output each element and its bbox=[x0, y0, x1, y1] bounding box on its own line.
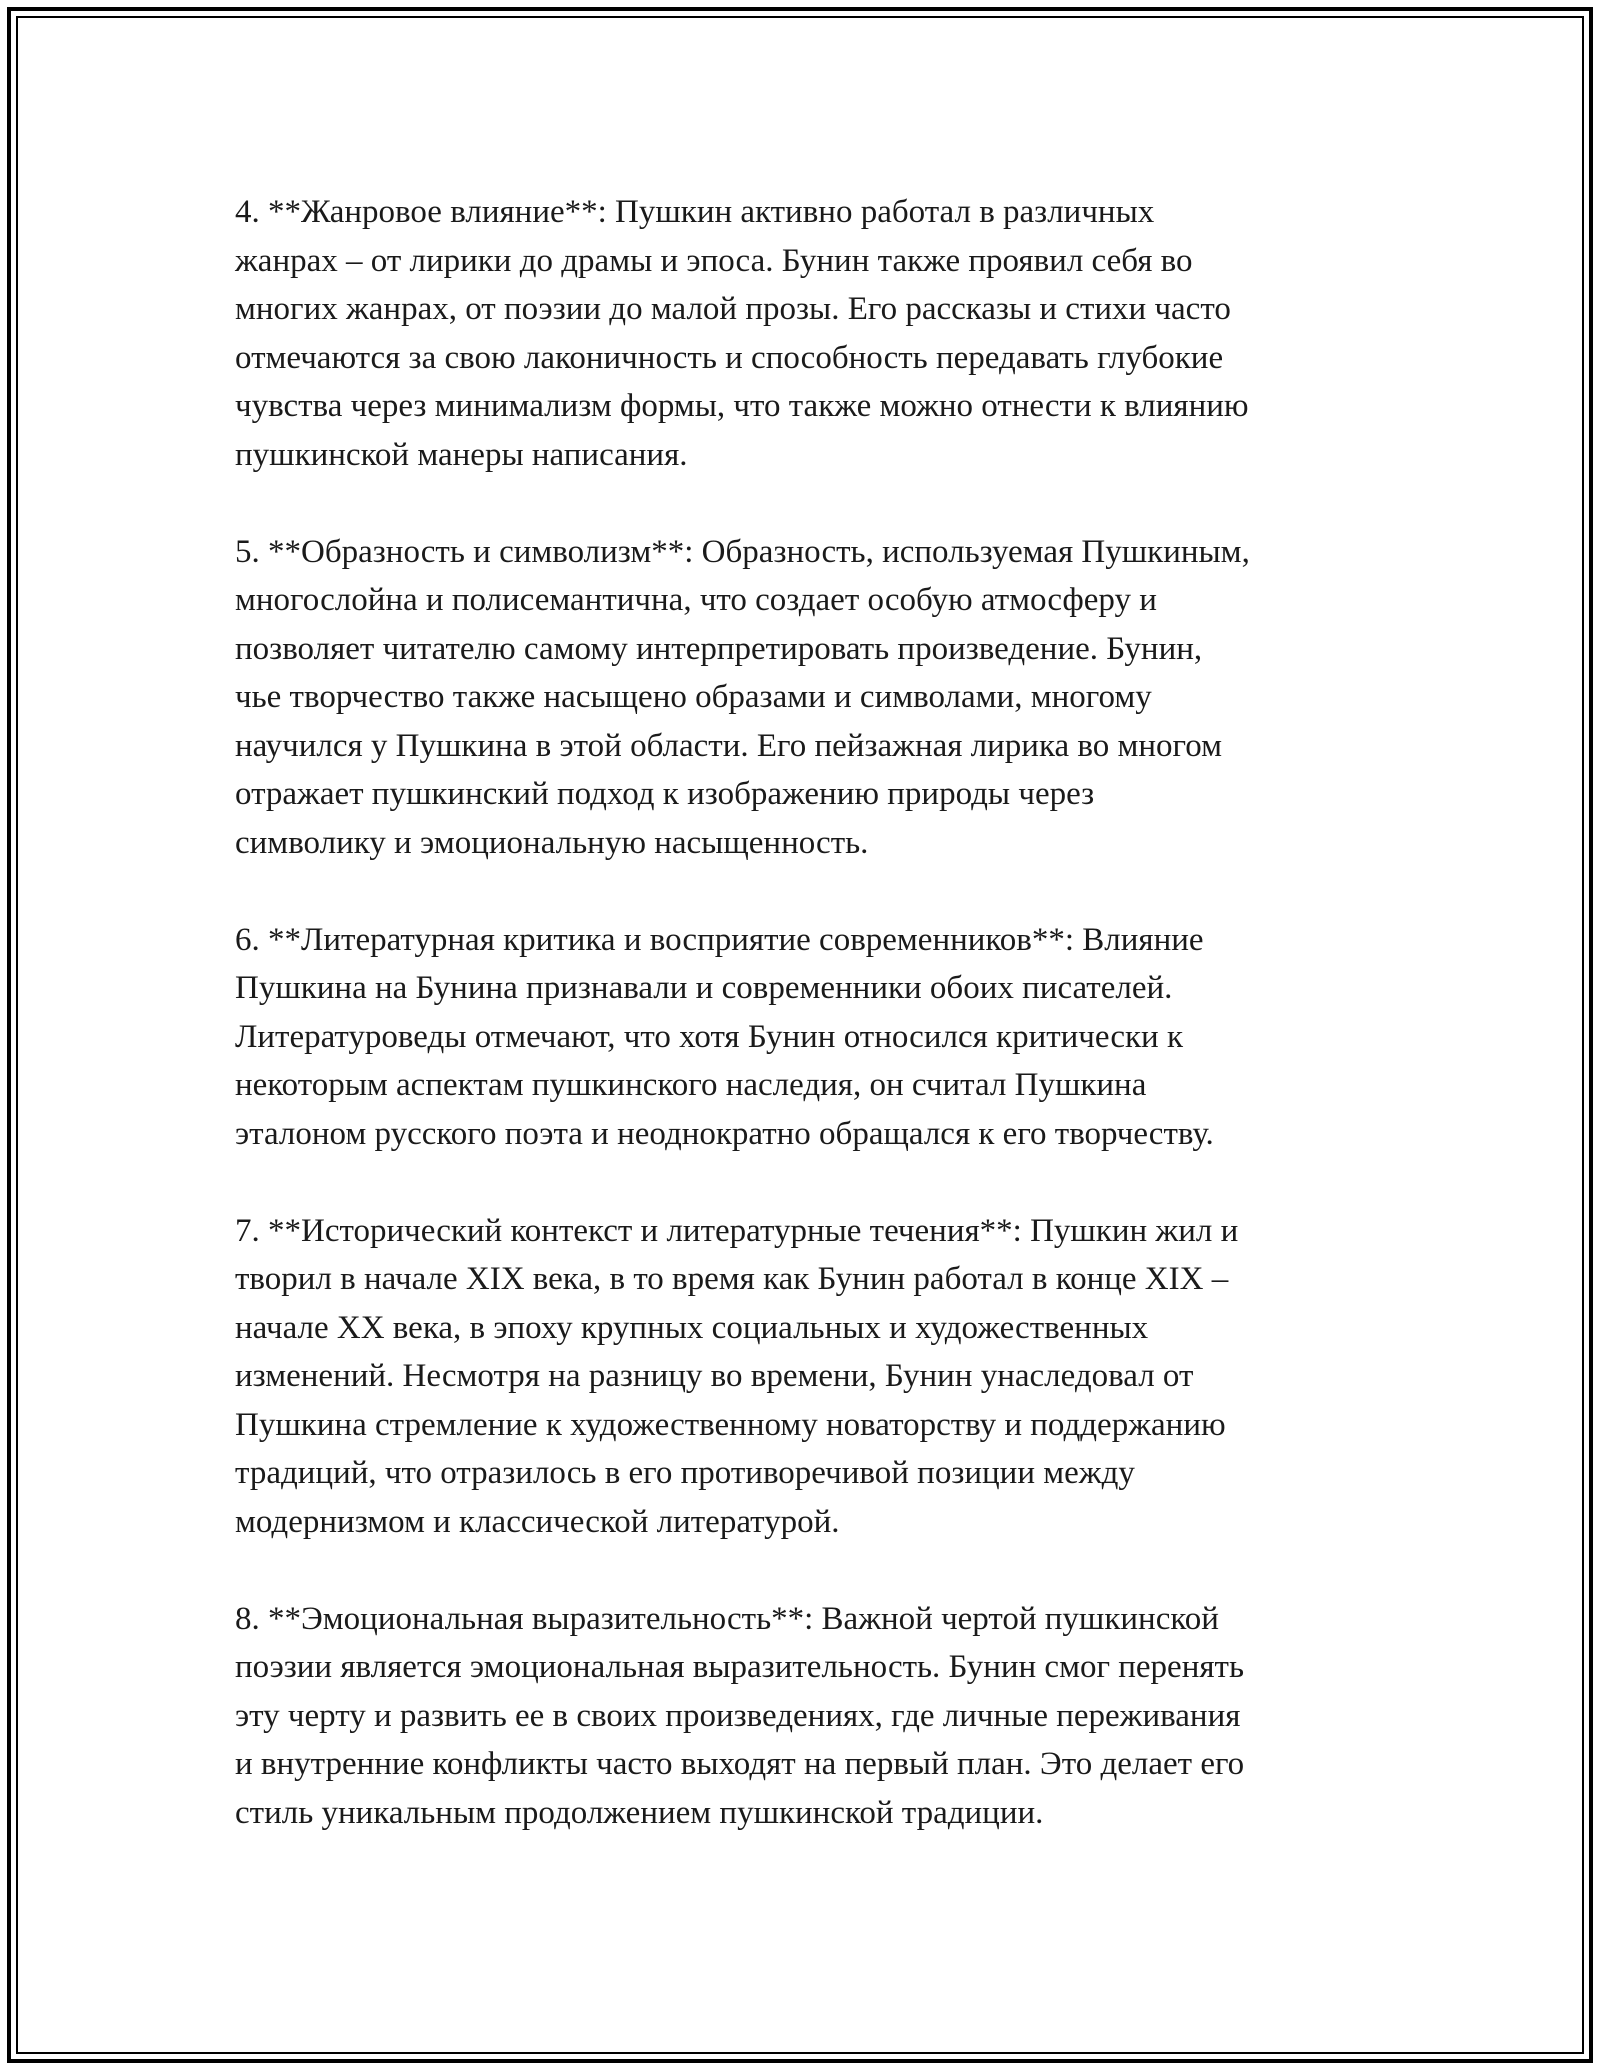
text-line: 6. **Литературная критика и восприятие современников**: Влияние bbox=[235, 921, 1204, 958]
text-line: традиций, что отразилось в его противоречивой позиции между bbox=[235, 1455, 1135, 1491]
text-line: модернизмом и классической литературой. bbox=[235, 1503, 840, 1540]
text-line: жанрах – от лирики до драмы и эпоса. Бунин также проявил себя во bbox=[235, 242, 1193, 279]
paragraph-8 bbox=[235, 1595, 1375, 1838]
text-line: многослойна и полисемантична, что создает особую атмосферу и bbox=[235, 582, 1157, 618]
text-line: чувства через минимализм формы, что также можно отнести к влиянию bbox=[235, 388, 1249, 424]
paragraph-4 bbox=[235, 188, 1375, 479]
text-line: научился у Пушкина в этой области. Его пейзажная лирика во многом bbox=[235, 727, 1223, 764]
text-line: отмечаются за свою лаконичность и способность передавать глубокие bbox=[235, 339, 1224, 376]
text-line: Пушкина на Бунина признавали и современники обоих писателей. bbox=[235, 970, 1173, 1006]
text-line: стиль уникальным продолжением пушкинской традиции. bbox=[235, 1794, 1044, 1831]
paragraph-5 bbox=[235, 528, 1375, 868]
text-line: чье творчество также насыщено образами и символами, многому bbox=[235, 679, 1152, 715]
text-line: Пушкина стремление к художественному новаторству и поддержанию bbox=[235, 1406, 1226, 1443]
text-line: эту черту и развить ее в своих произведениях, где личные переживания bbox=[235, 1697, 1241, 1734]
text-line: символику и эмоциональную насыщенность. bbox=[235, 824, 869, 861]
text-line: творил в начале XIX века, в то время как Бунин работал в конце XIX – bbox=[235, 1261, 1229, 1297]
document-body bbox=[235, 188, 1375, 1886]
text-line: и внутренние конфликты часто выходят на первый план. Это делает его bbox=[235, 1746, 1245, 1782]
text-line: 5. **Образность и символизм**: Образность, используемая Пушкиным, bbox=[235, 533, 1250, 570]
text-line: 4. **Жанровое влияние**: Пушкин активно работал в различных bbox=[235, 194, 1155, 230]
text-line: 8. **Эмоциональная выразительность**: Важной чертой пушкинской bbox=[235, 1600, 1219, 1637]
text-line: многих жанрах, от поэзии до малой прозы. Его рассказы и стихи часто bbox=[235, 291, 1231, 327]
paragraph-7 bbox=[235, 1207, 1375, 1547]
text-line: Литературоведы отмечают, что хотя Бунин относился критически к bbox=[235, 1018, 1183, 1055]
text-line: эталоном русского поэта и неоднократно обращался к его творчеству. bbox=[235, 1115, 1214, 1152]
text-line: позволяет читателю самому интерпретировать произведение. Бунин, bbox=[235, 630, 1203, 667]
text-line: некоторым аспектам пушкинского наследия, он считал Пушкина bbox=[235, 1067, 1147, 1103]
text-line: пушкинской манеры написания. bbox=[235, 436, 688, 473]
text-line: отражает пушкинский подход к изображению природы через bbox=[235, 776, 1095, 812]
text-line: поэзии является эмоциональная выразительность. Бунин смог перенять bbox=[235, 1649, 1244, 1685]
text-line: 7. **Исторический контекст и литературные течения**: Пушкин жил и bbox=[235, 1212, 1239, 1249]
paragraph-6 bbox=[235, 916, 1375, 1159]
text-line: изменений. Несмотря на разницу во времени, Бунин унаследовал от bbox=[235, 1358, 1194, 1394]
text-line: начале XX века, в эпоху крупных социальных и художественных bbox=[235, 1309, 1149, 1346]
